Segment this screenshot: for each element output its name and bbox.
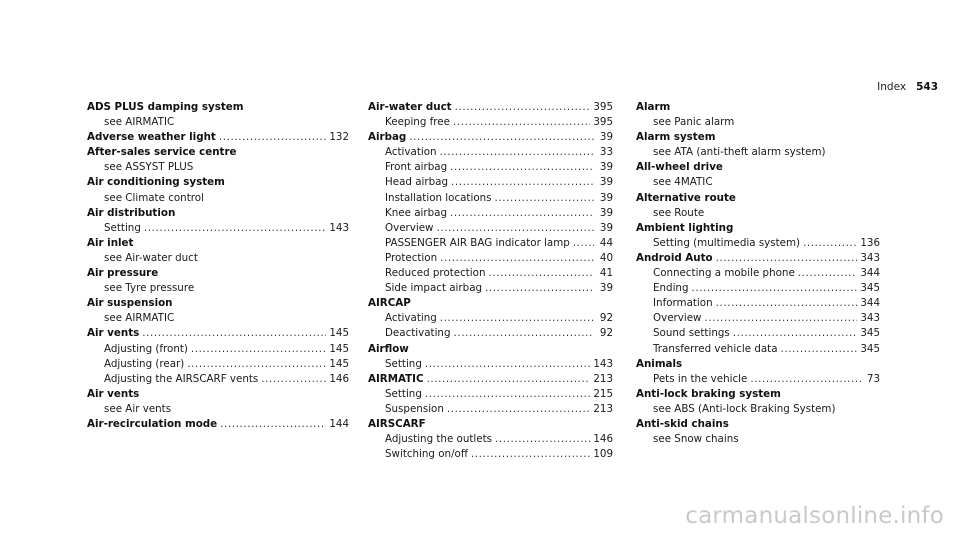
page-reference[interactable]: 146 <box>329 372 349 385</box>
index-term-row <box>87 417 349 432</box>
index-term: Alternative route <box>636 191 736 204</box>
see-reference[interactable]: see AIRMATIC <box>104 312 175 325</box>
page-reference[interactable]: 146 <box>593 433 613 446</box>
dot-leader <box>142 326 326 341</box>
index-term: Air vents <box>87 327 140 340</box>
index-term: After-sales service centre <box>87 146 237 159</box>
dot-leader <box>409 130 594 145</box>
index-term-row <box>368 372 613 387</box>
index-entry <box>87 387 349 417</box>
subentry-label: Deactivating <box>385 327 451 340</box>
index-entry <box>636 387 880 417</box>
page-reference[interactable]: 44 <box>599 236 613 249</box>
index-term: Ambient lighting <box>636 221 734 234</box>
index-term: Anti-skid chains <box>636 417 729 430</box>
dot-leader <box>447 402 590 417</box>
dot-leader <box>471 447 590 462</box>
index-entry <box>636 251 880 357</box>
subentry-label: Adjusting the AIRSCARF vents <box>104 372 259 385</box>
page-reference[interactable]: 395 <box>593 116 613 129</box>
page-reference[interactable]: 213 <box>593 402 613 415</box>
dot-leader <box>191 342 326 357</box>
dot-leader <box>455 100 591 115</box>
index-entry <box>87 206 349 236</box>
index-subentry <box>368 115 613 130</box>
index-entry <box>87 130 349 145</box>
dot-leader <box>427 372 591 387</box>
subentry-label: Switching on/off <box>385 448 468 461</box>
index-subentry <box>368 191 613 206</box>
dot-leader <box>733 326 858 341</box>
subentry-label: Activation <box>385 146 437 159</box>
index-column-2 <box>368 100 613 462</box>
see-reference[interactable]: see Panic alarm <box>653 116 735 129</box>
index-entry <box>636 417 880 447</box>
subentry-label: Activating <box>385 312 437 325</box>
index-subentry <box>636 311 880 326</box>
dot-leader <box>704 311 857 326</box>
subentry-label: Reduced protection <box>385 267 486 280</box>
index-entry <box>87 145 349 175</box>
index-subentry <box>636 281 880 296</box>
page-header <box>877 81 938 93</box>
index-term: Air pressure <box>87 267 159 280</box>
dot-leader <box>750 372 861 387</box>
dot-leader <box>495 432 590 447</box>
index-subentry <box>368 311 613 326</box>
page-reference[interactable]: 33 <box>599 146 613 159</box>
index-term: Air conditioning system <box>87 176 225 189</box>
watermark-text: carmanualsonline.info <box>685 503 944 529</box>
see-reference[interactable]: see ABS (Anti-lock Braking System) <box>653 402 836 415</box>
dot-leader <box>261 372 326 387</box>
page-reference[interactable]: 92 <box>599 312 613 325</box>
index-entry <box>368 100 613 130</box>
see-reference[interactable]: see Climate control <box>104 191 204 204</box>
index-term: Air suspension <box>87 297 173 310</box>
page-reference[interactable]: 343 <box>860 251 880 264</box>
subentry-label: Information <box>653 297 713 310</box>
page-reference[interactable]: 40 <box>599 251 613 264</box>
page-reference[interactable]: 109 <box>593 448 613 461</box>
index-subentry <box>368 145 613 160</box>
index-entry <box>636 130 880 160</box>
dot-leader <box>716 296 858 311</box>
dot-leader <box>781 342 858 357</box>
subentry-label: Suspension <box>385 402 444 415</box>
index-term: All-wheel drive <box>636 161 723 174</box>
dot-leader <box>187 357 326 372</box>
index-term: ADS PLUS damping system <box>87 101 244 113</box>
page-reference[interactable]: 73 <box>866 372 880 385</box>
page-reference[interactable]: 145 <box>329 342 349 355</box>
index-subentry <box>636 326 880 341</box>
page-reference[interactable]: 92 <box>599 327 613 340</box>
see-reference[interactable]: see Tyre pressure <box>104 282 195 295</box>
dot-leader <box>454 326 595 341</box>
see-reference[interactable]: see Air vents <box>104 402 172 415</box>
page-reference[interactable]: 344 <box>860 267 880 280</box>
index-entry <box>368 296 613 341</box>
index-subentry <box>636 266 880 281</box>
index-subentry <box>368 357 613 372</box>
page-number: 543 <box>916 81 938 93</box>
dot-leader <box>495 191 594 206</box>
index-column-3 <box>636 100 880 447</box>
subentry-label: Side impact airbag <box>385 282 483 295</box>
index-subentry <box>636 372 880 387</box>
page-reference[interactable]: 344 <box>860 297 880 310</box>
page-reference[interactable]: 39 <box>599 191 613 204</box>
subentry-label: PASSENGER AIR BAG indicator lamp <box>385 236 570 249</box>
index-term: Android Auto <box>636 251 713 264</box>
index-term: Airflow <box>368 342 409 355</box>
index-term: Air vents <box>87 387 140 400</box>
dot-leader <box>573 236 594 251</box>
index-subentry <box>87 221 349 236</box>
subentry-label: Sound settings <box>653 327 730 340</box>
index-subentry <box>87 372 349 387</box>
index-term: AIRCAP <box>368 297 411 310</box>
subentry-label: Adjusting the outlets <box>385 433 493 446</box>
index-subentry <box>368 432 613 447</box>
page-reference[interactable]: 345 <box>860 342 880 355</box>
page-reference[interactable]: 213 <box>593 372 613 385</box>
page-reference[interactable]: 145 <box>329 357 349 370</box>
see-reference[interactable]: see Snow chains <box>653 433 739 446</box>
index-subentry <box>368 387 613 402</box>
index-entry <box>636 357 880 387</box>
index-entry <box>87 266 349 296</box>
subentry-label: Overview <box>385 221 434 234</box>
index-subentry <box>636 342 880 357</box>
index-term-row <box>87 130 349 145</box>
page-reference[interactable]: 132 <box>329 131 349 144</box>
subentry-label: Head airbag <box>385 176 448 189</box>
index-subentry <box>368 236 613 251</box>
subentry-label: Protection <box>385 251 438 264</box>
dot-leader <box>220 417 326 432</box>
index-term: Anti-lock braking system <box>636 387 781 400</box>
subentry-label: Front airbag <box>385 161 448 174</box>
index-term-row <box>368 100 613 115</box>
index-entry <box>87 236 349 266</box>
page-reference[interactable]: 39 <box>599 221 613 234</box>
index-entry <box>87 175 349 205</box>
see-reference[interactable]: see Air-water duct <box>104 251 198 264</box>
index-entry <box>368 417 613 462</box>
dot-leader <box>489 266 595 281</box>
index-subentry <box>368 206 613 221</box>
index-entry <box>368 130 613 296</box>
index-term: Alarm <box>636 101 671 113</box>
dot-leader <box>440 251 594 266</box>
index-entry <box>636 191 880 221</box>
dot-leader <box>450 206 594 221</box>
index-term: AIRSCARF <box>368 417 426 430</box>
index-subentry <box>636 296 880 311</box>
index-term: Air inlet <box>87 236 134 249</box>
page-reference[interactable]: 39 <box>599 131 613 144</box>
see-reference[interactable]: see AIRMATIC <box>104 116 175 129</box>
dot-leader <box>440 145 594 160</box>
index-term: Air distribution <box>87 206 176 219</box>
subentry-label: Setting <box>104 221 141 234</box>
subentry-label: Setting <box>385 357 422 370</box>
index-subentry <box>87 357 349 372</box>
index-subentry <box>368 326 613 341</box>
index-term-row <box>87 326 349 341</box>
page-reference[interactable]: 145 <box>329 327 349 340</box>
subentry-label: Setting (multimedia system) <box>653 236 801 249</box>
dot-leader <box>436 221 594 236</box>
subentry-label: Keeping free <box>385 116 450 129</box>
subentry-label: Setting <box>385 387 422 400</box>
index-entry <box>636 100 880 130</box>
dot-leader <box>451 175 594 190</box>
dot-leader <box>144 221 326 236</box>
index-subentry <box>368 251 613 266</box>
see-reference[interactable]: see 4MATIC <box>653 176 713 189</box>
page-reference[interactable]: 345 <box>860 327 880 340</box>
dot-leader <box>803 236 857 251</box>
subentry-label: Pets in the vehicle <box>653 372 748 385</box>
dot-leader <box>219 130 327 145</box>
index-subentry <box>368 160 613 175</box>
index-term: Alarm system <box>636 131 716 144</box>
dot-leader <box>453 115 590 130</box>
dot-leader <box>485 281 594 296</box>
page-reference[interactable]: 41 <box>599 267 613 280</box>
index-entry <box>87 296 349 326</box>
index-subentry <box>368 266 613 281</box>
index-subentry <box>636 236 880 251</box>
dot-leader <box>692 281 858 296</box>
page-reference[interactable]: 215 <box>593 387 613 400</box>
page-reference[interactable]: 143 <box>329 221 349 234</box>
index-term-row <box>368 130 613 145</box>
index-entry <box>87 417 349 432</box>
page-reference[interactable]: 395 <box>593 101 613 113</box>
index-entry <box>87 100 349 130</box>
index-subentry <box>368 281 613 296</box>
dot-leader <box>450 160 594 175</box>
index-entry <box>636 221 880 251</box>
index-term-row <box>636 251 880 266</box>
index-term: AIRMATIC <box>368 372 424 385</box>
index-term: Air-water duct <box>368 101 452 113</box>
index-column-1 <box>87 100 349 432</box>
page-reference[interactable]: 345 <box>860 282 880 295</box>
index-term: Airbag <box>368 131 407 144</box>
page-reference[interactable]: 136 <box>860 236 880 249</box>
dot-leader <box>425 357 590 372</box>
subentry-label: Knee airbag <box>385 206 448 219</box>
index-subentry <box>368 402 613 417</box>
page-reference[interactable]: 39 <box>599 161 613 174</box>
index-entry <box>87 326 349 386</box>
index-subentry <box>368 175 613 190</box>
subentry-label: Overview <box>653 312 702 325</box>
subentry-label: Connecting a mobile phone <box>653 267 795 280</box>
index-term: Air-recirculation mode <box>87 417 218 430</box>
page-reference[interactable]: 39 <box>599 282 613 295</box>
index-entry <box>368 342 613 372</box>
dot-leader <box>716 251 858 266</box>
index-subentry <box>368 221 613 236</box>
page-reference[interactable]: 143 <box>593 357 613 370</box>
index-term: Animals <box>636 357 683 370</box>
see-reference[interactable]: see ATA (anti-theft alarm system) <box>653 146 826 159</box>
subentry-label: Ending <box>653 282 689 295</box>
subentry-label: Adjusting (front) <box>104 342 188 355</box>
subentry-label: Transferred vehicle data <box>653 342 778 355</box>
dot-leader <box>425 387 590 402</box>
dot-leader <box>440 311 594 326</box>
see-reference[interactable]: see Route <box>653 206 705 219</box>
page-reference[interactable]: 39 <box>599 206 613 219</box>
subentry-label: Installation locations <box>385 191 492 204</box>
dot-leader <box>798 266 858 281</box>
index-entry <box>636 160 880 190</box>
index-subentry <box>368 447 613 462</box>
page-reference[interactable]: 343 <box>860 312 880 325</box>
index-term: Adverse weather light <box>87 131 216 144</box>
see-reference[interactable]: see ASSYST PLUS <box>104 161 194 174</box>
page-reference[interactable]: 39 <box>599 176 613 189</box>
index-entry <box>368 372 613 417</box>
subentry-label: Adjusting (rear) <box>104 357 185 370</box>
section-label: Index <box>877 81 907 93</box>
index-subentry <box>87 342 349 357</box>
page-reference[interactable]: 144 <box>329 417 349 430</box>
